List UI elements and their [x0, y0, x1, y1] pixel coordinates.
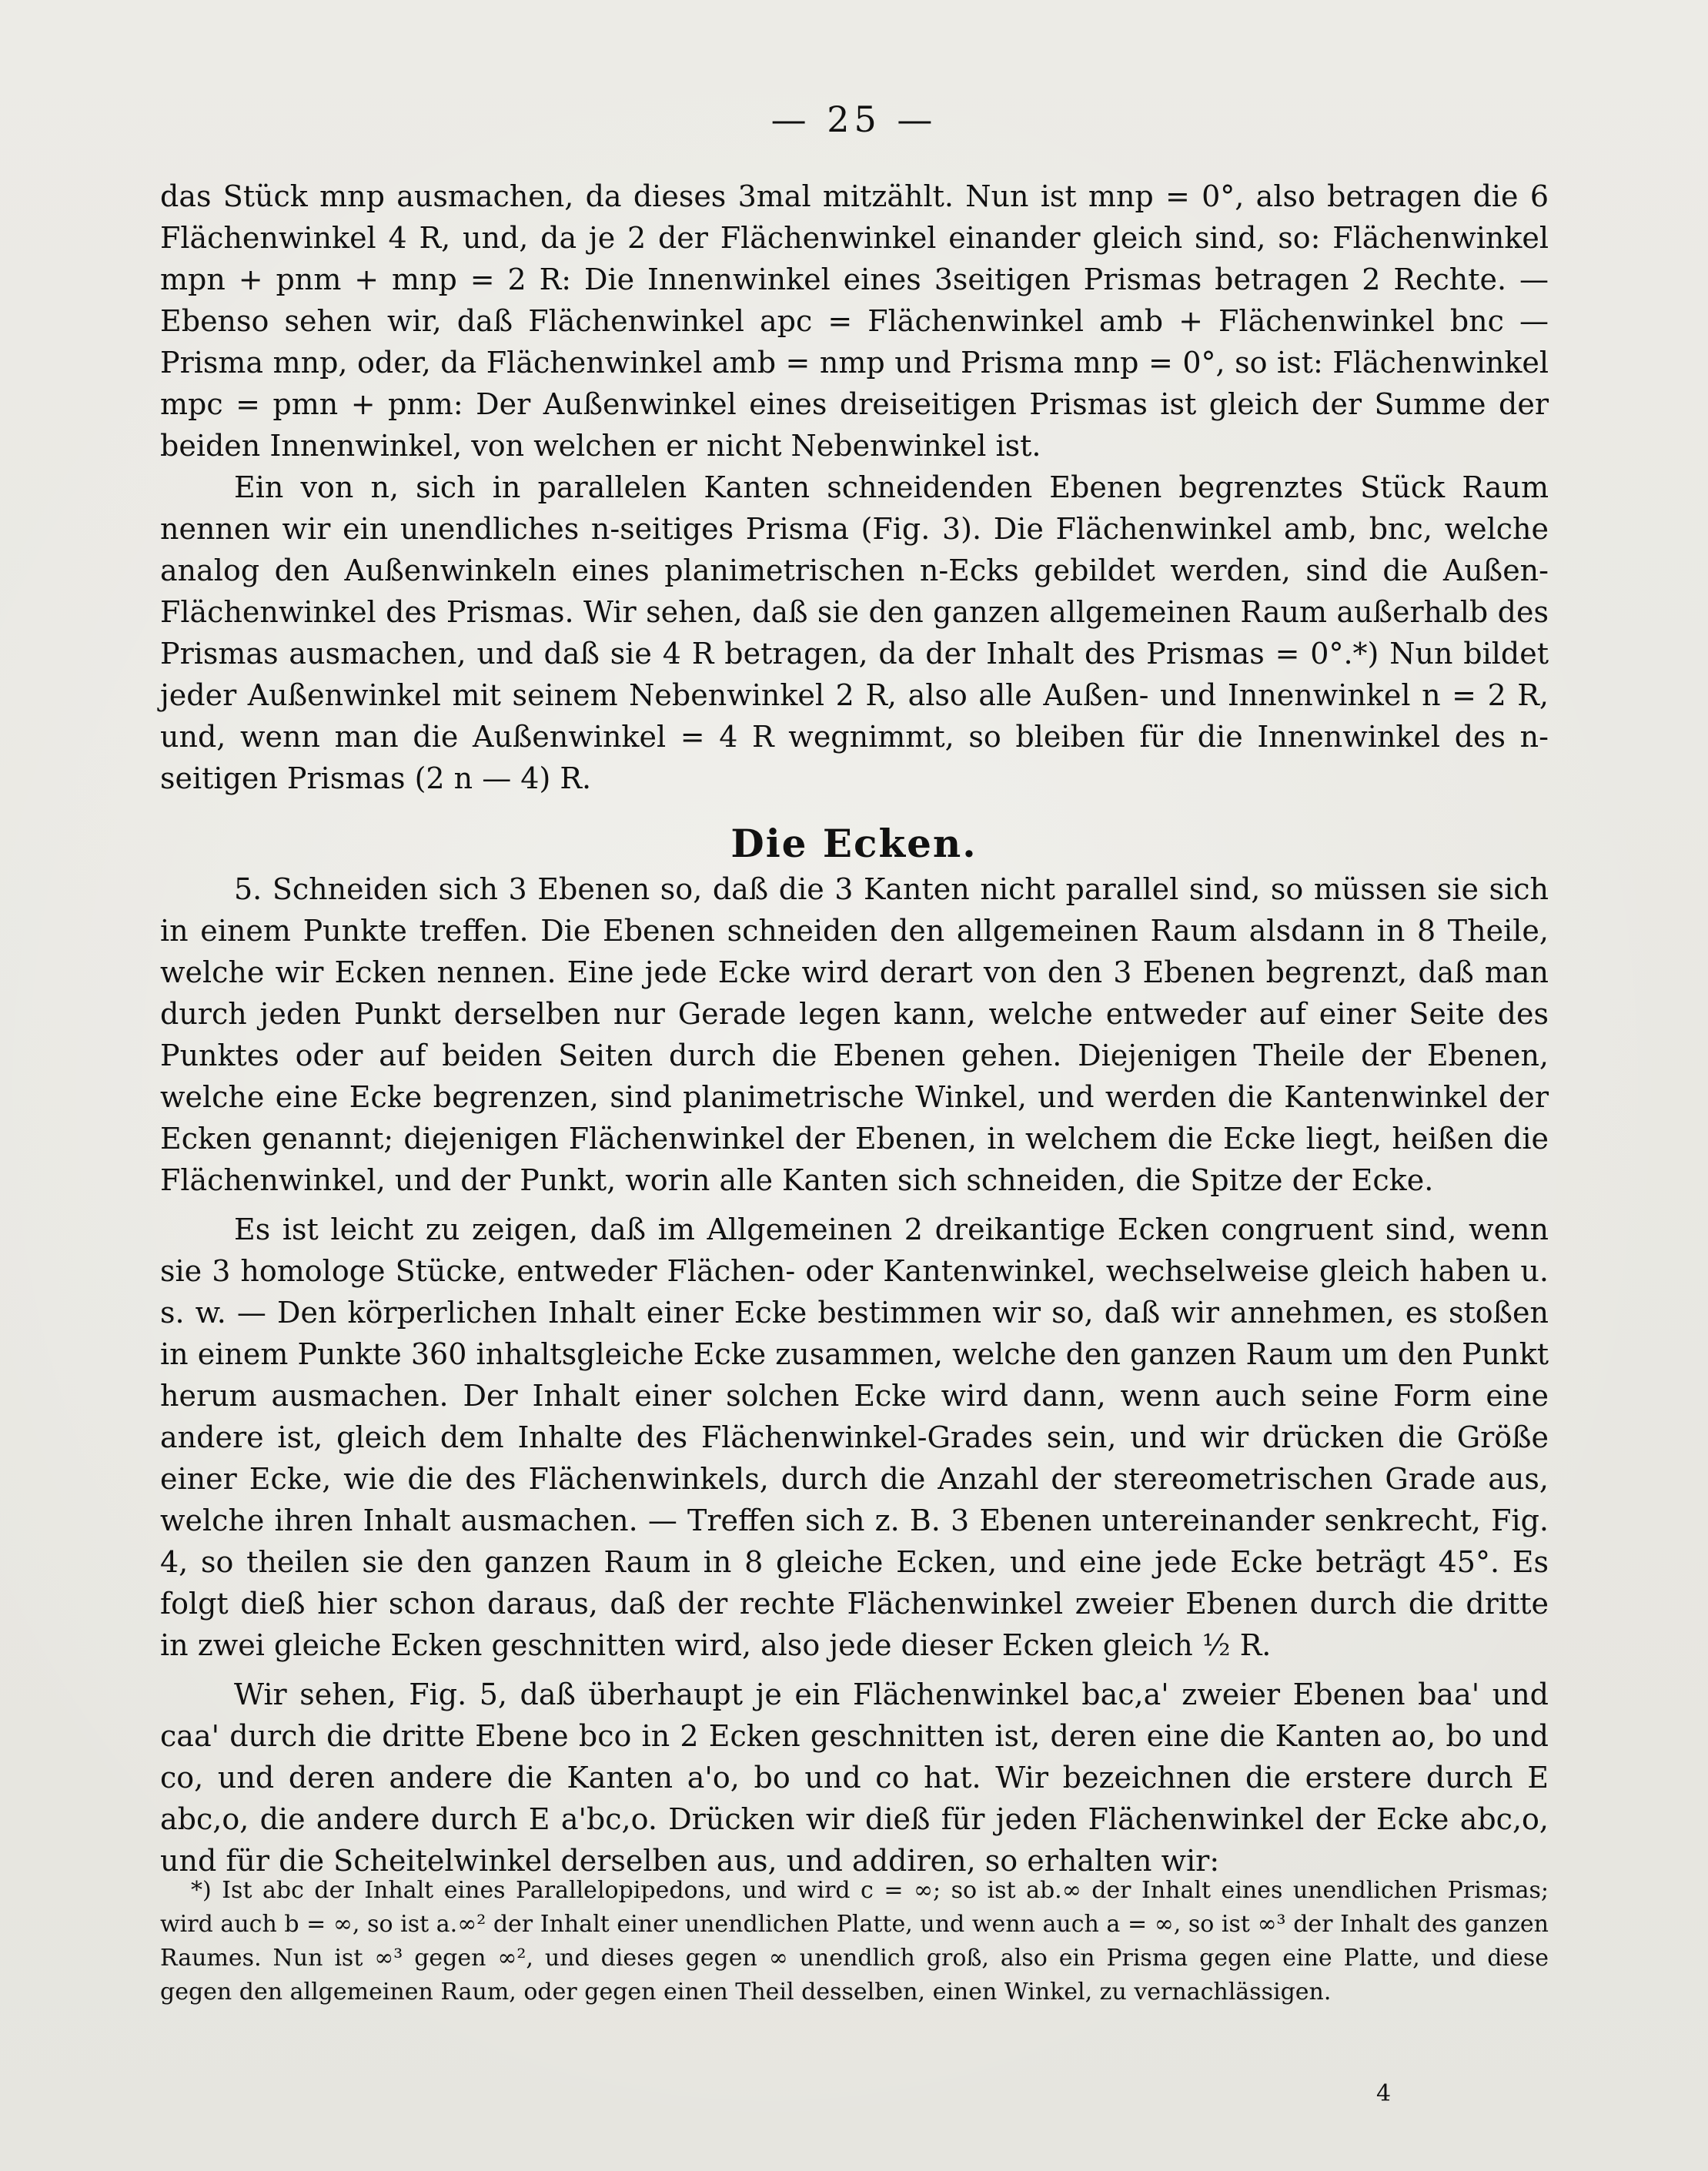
footnote: *) Ist abc der Inhalt eines Parallelopipedons, und wird c = ∞; so ist ab.∞ der Inhalt eines unendlichen Prismas; wird auch b = ∞, so ist a.∞² der Inhalt einer unendlichen Platte, und wenn auch a = ∞, so ist ∞³ der Inhalt des ganzen Raumes. Nun ist ∞³ gegen ∞², und dieses gegen ∞ unendlich groß, also ein Prisma gegen eine Platte, und diese gegen den allgemeinen Raum, oder gegen einen Theil desselben, einen Winkel, zu vernachlässigen.: [160, 1877, 1549, 2005]
page-number: — 25 —: [770, 99, 938, 140]
paragraph: Ein von n, sich in parallelen Kanten schneidenden Ebenen begrenztes Stück Raum nennen wir ein unendliches n-seitiges Prisma (Fig. 3). Die Flächenwinkel amb, bnc, welche analog den Außenwinkeln eines planimetrischen n-Ecks gebildet werden, sind die Außen-Flächenwinkel des Prismas. Wir sehen, daß sie den ganzen allgemeinen Raum außerhalb des Prismas ausmachen, und daß sie 4 R betragen, da der Inhalt des Prismas = 0°.*) Nun bildet jeder Außenwinkel mit seinem Nebenwinkel 2 R, also alle Außen- und Innenwinkel n = 2 R, und, wenn man die Außenwinkel = 4 R wegnimmt, so bleiben für die Innenwinkel des n-seitigen Prismas (2 n — 4) R.: [160, 470, 1549, 795]
paragraph: Wir sehen, Fig. 5, daß überhaupt je ein Flächenwinkel bac,a' zweier Ebenen baa' und caa' durch die dritte Ebene bco in 2 Ecken geschnitten ist, deren eine die Kanten ao, bo und co, und deren andere die Kanten a'o, bo und co hat. Wir bezeichnen die erstere durch E abc,o, die andere durch E a'bc,o. Drücken wir dieß für jeden Flächenwinkel der Ecke abc,o, und für die Scheitelwinkel derselben aus, und addiren, so erhalten wir:: [160, 1678, 1549, 1878]
paragraph: das Stück mnp ausmachen, da dieses 3mal mitzählt. Nun ist mnp = 0°, also betragen die 6 Flächenwinkel 4 R, und, da je 2 der Flächenwinkel einander gleich sind, so: Flächenwinkel mpn + pnm + mnp = 2 R: Die Innenwinkel eines 3seitigen Prismas betragen 2 Rechte. — Ebenso sehen wir, daß Flächenwinkel apc = Flächenwinkel amb + Flächenwinkel bnc — Prisma mnp, oder, da Flächenwinkel amb = nmp und Prisma mnp = 0°, so ist: Flächenwinkel mpc = pmn + pnm: Der Außenwinkel eines dreiseitigen Prismas ist gleich der Summe der beiden Innenwinkel, von welchen er nicht Nebenwinkel ist.: [160, 179, 1549, 463]
paragraph: Es ist leicht zu zeigen, daß im Allgemeinen 2 dreikantige Ecken congruent sind, wenn sie 3 homologe Stücke, entweder Flächen- oder Kantenwinkel, wechselweise gleich haben u. s. w. — Den körperlichen Inhalt einer Ecke bestimmen wir so, daß wir annehmen, es stoßen in einem Punkte 360 inhaltsgleiche Ecke zusammen, welche den ganzen Raum um den Punkt herum ausmachen. Der Inhalt einer solchen Ecke wird dann, wenn auch seine Form eine andere ist, gleich dem Inhalte des Flächenwinkel-Grades sein, und wir drücken die Größe einer Ecke, wie die des Flächenwinkels, durch die Anzahl der stereometrischen Grade aus, welche ihren Inhalt ausmachen. — Treffen sich z. B. 3 Ebenen untereinander senkrecht, Fig. 4, so theilen sie den ganzen Raum in 8 gleiche Ecken, und eine jede Ecke beträgt 45°. Es folgt dieß hier schon daraus, daß der rechte Flächenwinkel zweier Ebenen durch die dritte in zwei gleiche Ecken geschnitten wird, also jede dieser Ecken gleich ½ R.: [160, 1213, 1549, 1662]
text-block-ecken: [160, 868, 1549, 1882]
section-heading: Die Ecken.: [730, 821, 978, 866]
text-block-prisma: [160, 176, 1549, 799]
paragraph: 5. Schneiden sich 3 Ebenen so, daß die 3 Kanten nicht parallel sind, so müssen sie sich in einem Punkte treffen. Die Ebenen schneiden den allgemeinen Raum alsdann in 8 Theile, welche wir Ecken nennen. Eine jede Ecke wird derart von den 3 Ebenen begrenzt, daß man durch jeden Punkt derselben nur Gerade legen kann, welche entweder auf einer Seite des Punktes oder auf beiden Seiten durch die Ebenen gehen. Diejenigen Theile der Ebenen, welche eine Ecke begrenzen, sind planimetrische Winkel, und werden die Kantenwinkel der Ecken genannt; diejenigen Flächenwinkel der Ebenen, in welchem die Ecke liegt, heißen die Flächenwinkel, und der Punkt, worin alle Kanten sich schneiden, die Spitze der Ecke.: [160, 872, 1549, 1197]
signature-mark: 4: [1376, 2080, 1392, 2107]
